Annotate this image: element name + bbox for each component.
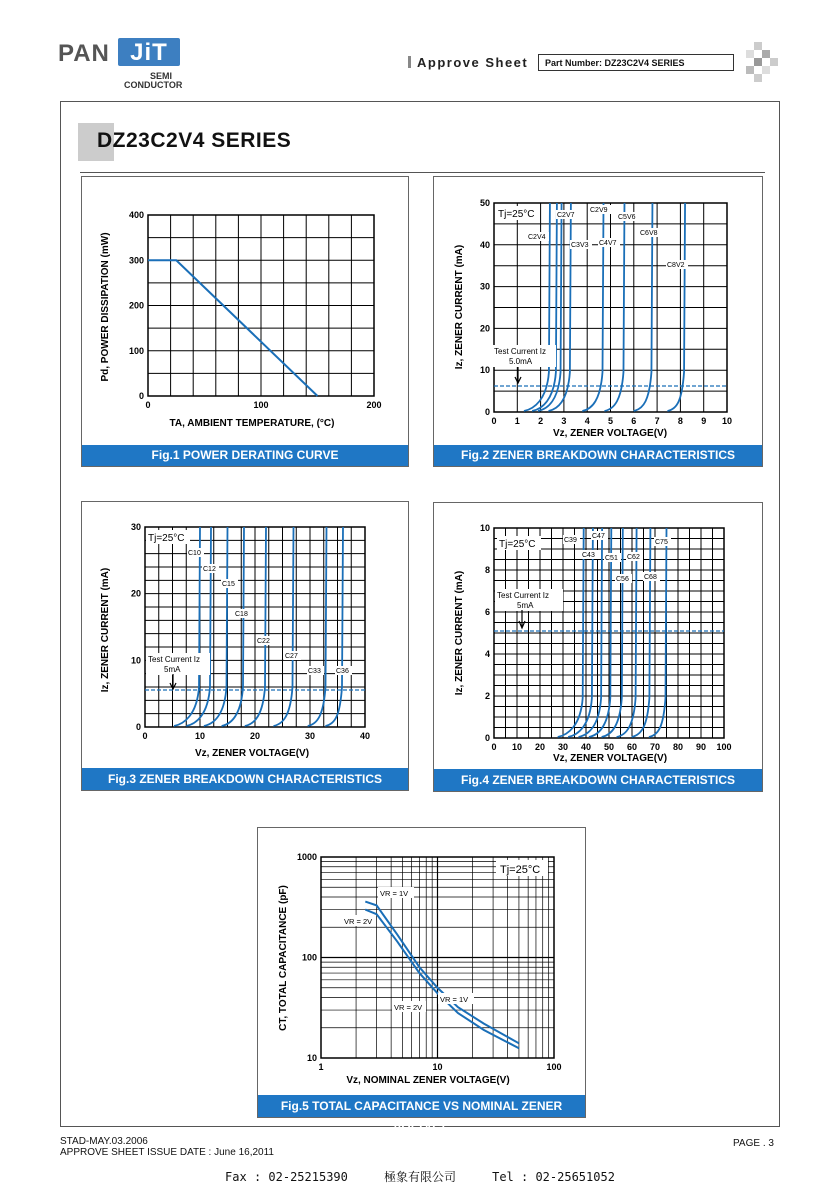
f4-xtick: 70	[649, 742, 661, 752]
fig1-ylabel: Pd, POWER DISSIPATION (mW)	[100, 232, 111, 382]
fig4-curve-label: C68	[644, 574, 657, 581]
f3-xtick: 10	[194, 731, 206, 741]
fig3-xlabel: Vz, ZENER VOLTAGE(V)	[194, 748, 310, 759]
f5-ytick: 10	[306, 1053, 317, 1063]
f2-ytick: 50	[479, 198, 490, 208]
fig4-test-current: Test Current Iz	[497, 591, 550, 600]
fig4-curve-label: C47	[592, 533, 605, 540]
f2-xtick: 5	[607, 416, 614, 426]
f2-xtick: 2	[538, 416, 544, 426]
fig4-curve-label: C39	[564, 537, 577, 544]
fig5-ylabel: CT, TOTAL CAPACITANCE (pF)	[278, 885, 289, 1031]
f3-ytick: 20	[130, 588, 141, 599]
fig4-curve-label: C56	[616, 576, 629, 583]
fig3-curve-label: C27	[285, 653, 298, 660]
f3-xtick: 30	[304, 731, 316, 741]
fig4-tj: Tj=25°C	[499, 539, 536, 550]
fig2-curve-label: C4V7	[599, 240, 617, 247]
fig5-label-vr2-top: VR = 2V	[344, 917, 373, 926]
f5-xtick: 10	[432, 1062, 443, 1072]
f4-xtick: 40	[580, 742, 592, 752]
f4-xtick: 0	[491, 742, 497, 752]
fig2-xlabel: Vz, ZENER VOLTAGE(V)	[552, 428, 668, 439]
fig4-arrow-icon	[519, 610, 525, 628]
logo-conductor: CONDUCTOR	[124, 80, 183, 90]
f4-ytick: 0	[484, 733, 490, 743]
fig2-curve-label: C2V7	[557, 212, 575, 219]
f5-xtick: 1	[318, 1062, 324, 1072]
f4-ytick: 2	[484, 691, 490, 701]
fig3-curve-label: C33	[308, 668, 321, 675]
fig4-panel	[433, 502, 763, 792]
page-title: DZ23C2V4 SERIES	[97, 129, 292, 152]
f4-ytick: 6	[484, 607, 490, 617]
fig3-curve-label: C10	[188, 550, 201, 557]
approve-bar	[408, 56, 411, 68]
f4-xtick: 100	[716, 742, 732, 752]
fig3-chart	[82, 502, 408, 768]
fig2-curve-label: C2V4	[528, 234, 546, 241]
f1-ytick: 200	[128, 300, 144, 311]
f2-ytick: 20	[479, 323, 490, 334]
f3-ytick: 0	[135, 722, 141, 732]
f4-xtick: 90	[695, 742, 707, 752]
f1-xtick: 100	[253, 400, 269, 410]
fig5-label-vr1-top: VR = 1V	[380, 889, 409, 898]
footer-contact: Fax : 02-25215390 極象有限公司 Tel : 02-25651052	[225, 1170, 615, 1184]
f3-ytick: 30	[130, 522, 141, 532]
f1-ytick: 0	[138, 391, 144, 401]
footer-stad: STAD-MAY.03.2006	[60, 1136, 148, 1147]
pixel-deco-icon	[742, 42, 782, 82]
page-number: PAGE . 3	[733, 1138, 774, 1149]
fig5-chart	[258, 828, 585, 1095]
f5-ytick: 100	[301, 952, 317, 963]
f4-xtick: 60	[626, 742, 638, 752]
fig2-curve-label: C2V9	[590, 207, 608, 214]
fig3-panel	[81, 501, 409, 791]
fig2-ylabel: Iz, ZENER CURRENT (mA)	[454, 244, 465, 370]
fig4-curve-label: C62	[627, 554, 640, 561]
f2-xtick: 7	[654, 416, 660, 426]
f3-xtick: 40	[359, 731, 371, 741]
f2-ytick: 40	[479, 239, 490, 250]
f4-ytick: 4	[484, 649, 490, 659]
fig2-curve-label: C3V3	[571, 242, 589, 249]
fig2-chart	[434, 177, 762, 445]
f2-xtick: 3	[561, 416, 567, 426]
f5-xtick: 100	[546, 1062, 562, 1072]
fig3-caption: Fig.3 ZENER BREAKDOWN CHARACTERISTICS	[82, 768, 408, 790]
f2-xtick: 10	[721, 416, 733, 426]
f5-ytick: 1000	[296, 852, 317, 862]
f2-xtick: 1	[514, 416, 520, 426]
fig3-curve-c36	[325, 527, 343, 726]
f2-xtick: 0	[491, 416, 497, 426]
f4-ytick: 8	[484, 565, 490, 575]
fig4-test-value: 5mA	[517, 601, 534, 610]
logo-semi: SEMI	[150, 71, 173, 81]
f2-xtick: 6	[631, 416, 637, 426]
fig3-curve-c15	[204, 527, 228, 726]
fig2-curve-label: C6V8	[640, 230, 658, 237]
f3-ytick: 10	[130, 655, 141, 666]
fig2-test-value: 5.0mA	[509, 357, 533, 366]
fig4-ylabel: Iz, ZENER CURRENT (mA)	[454, 570, 465, 696]
fig2-caption: Fig.2 ZENER BREAKDOWN CHARACTERISTICS	[434, 445, 762, 466]
f2-ytick: 10	[479, 365, 490, 376]
fig4-curve-label: C51	[605, 555, 618, 562]
fig5-caption: Fig.5 TOTAL CAPACITANCE VS NOMINAL ZENER VOLTAGE	[258, 1095, 585, 1117]
fig5-label-vr2-bottom: VR = 2V	[394, 1003, 423, 1012]
fig1-caption: Fig.1 POWER DERATING CURVE	[82, 445, 408, 466]
fig3-curve-label: C15	[222, 581, 235, 588]
f4-ytick: 10	[479, 523, 490, 533]
f2-xtick: 8	[677, 416, 683, 426]
fig4-chart	[434, 503, 762, 769]
fig3-curve-label: C36	[336, 668, 349, 675]
f2-ytick: 0	[484, 407, 490, 417]
fig4-caption: Fig.4 ZENER BREAKDOWN CHARACTERISTICS	[434, 769, 762, 791]
f1-ytick: 300	[128, 255, 144, 266]
fig3-test-value: 5mA	[164, 665, 181, 674]
fig2-curve-label: C8V2	[667, 262, 685, 269]
f4-xtick: 20	[534, 742, 546, 752]
fig4-xlabel: Vz, ZENER VOLTAGE(V)	[552, 753, 668, 764]
fig5-xlabel: Vz, NOMINAL ZENER VOLTAGE(V)	[346, 1075, 510, 1086]
logo-pan: PAN	[58, 40, 110, 67]
f2-xtick: 4	[584, 416, 590, 426]
f1-xtick: 200	[366, 400, 382, 410]
logo-jit: JiT	[130, 39, 168, 66]
fig2-arrow-icon	[515, 367, 521, 383]
f4-xtick: 10	[511, 742, 523, 752]
fig1-chart	[82, 177, 408, 445]
f3-xtick: 0	[142, 731, 148, 741]
approve-sheet-label: Approve Sheet	[417, 55, 529, 70]
f2-ytick: 30	[479, 281, 490, 292]
fig2-test-current: Test Current Iz	[494, 347, 547, 356]
f4-xtick: 30	[557, 742, 569, 752]
fig3-ylabel: Iz, ZENER CURRENT (mA)	[100, 567, 111, 693]
title-rule	[80, 172, 765, 173]
f4-xtick: 50	[603, 742, 615, 752]
fig5-curve-vr1	[365, 902, 519, 1044]
f4-xtick: 80	[672, 742, 684, 752]
fig3-tj: Tj=25°C	[148, 533, 185, 544]
fig2-panel	[433, 176, 763, 467]
f2-xtick: 9	[701, 416, 707, 426]
fig3-curve-c27	[274, 527, 294, 726]
fig3-curve-label: C22	[257, 638, 270, 645]
fig2-curve-label: C5V6	[618, 214, 636, 221]
fig3-test-current: Test Current Iz	[148, 655, 201, 664]
fig1-panel	[81, 176, 409, 467]
fig5-panel	[257, 827, 586, 1135]
f1-ytick: 400	[128, 210, 144, 220]
fig4-curve-label: C75	[655, 539, 668, 546]
fig3-curve-label: C12	[203, 566, 216, 573]
footer-issue-date: APPROVE SHEET ISSUE DATE : June 16,2011	[60, 1147, 274, 1158]
fig4-curve-label: C43	[582, 552, 595, 559]
fig3-curve-label: C18	[235, 611, 248, 618]
fig5-label-vr1-bottom: VR = 1V	[440, 995, 469, 1004]
fig1-xlabel: TA, AMBIENT TEMPERATURE, (°C)	[169, 418, 335, 429]
part-number-box: Part Number: DZ23C2V4 SERIES	[538, 54, 734, 71]
f1-ytick: 100	[128, 345, 144, 356]
f1-xtick: 0	[145, 400, 151, 410]
fig5-tj: Tj=25°C	[500, 864, 541, 876]
fig2-tj: Tj=25°C	[498, 209, 535, 220]
f3-xtick: 20	[249, 731, 261, 741]
